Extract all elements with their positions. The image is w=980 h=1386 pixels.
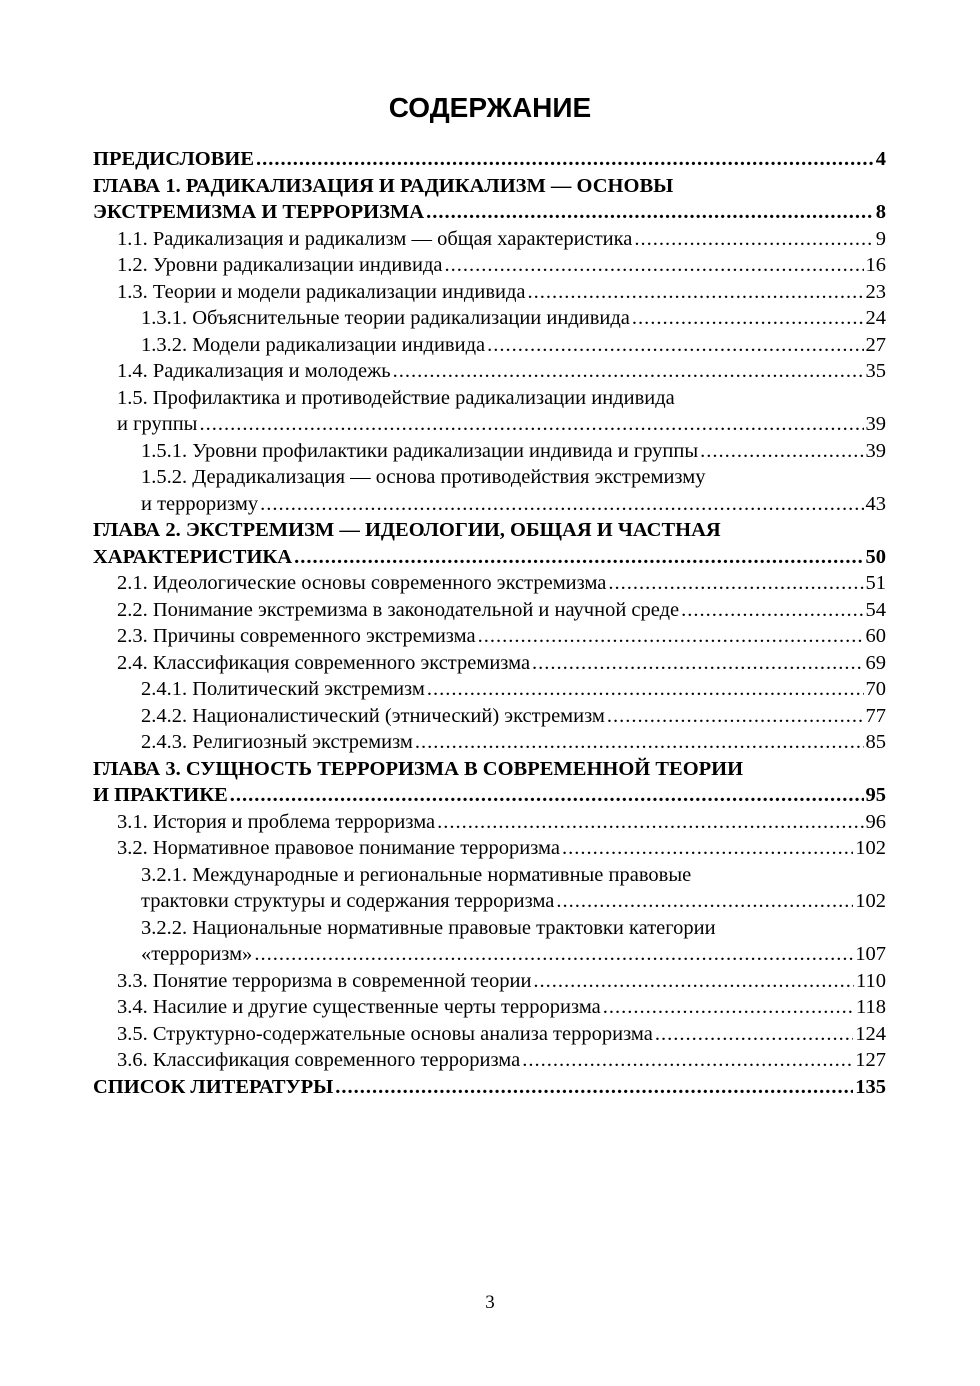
- toc-entry-title: 3.6. Классификация современного терроризма: [117, 1049, 521, 1071]
- dot-leader: [655, 1021, 853, 1048]
- toc-line: [93, 517, 886, 544]
- dot-leader: [522, 1047, 853, 1074]
- toc-line: [93, 994, 886, 1021]
- dot-leader: [632, 305, 864, 332]
- toc-entry[interactable]: [93, 994, 886, 1021]
- table-of-contents: [93, 146, 886, 1100]
- dot-leader: [700, 438, 863, 465]
- toc-page-number: 35: [865, 360, 886, 382]
- toc-line: [93, 438, 886, 465]
- toc-page-number: 9: [875, 227, 886, 250]
- dot-leader: [415, 729, 864, 756]
- toc-page-number: 95: [865, 784, 886, 806]
- toc-entry[interactable]: [93, 1047, 886, 1074]
- toc-entry-title: 1.4. Радикализация и молодежь: [117, 360, 391, 382]
- toc-entry[interactable]: [93, 676, 886, 703]
- toc-page-number: 50: [865, 545, 886, 568]
- toc-line: [93, 146, 886, 173]
- toc-page-number: 69: [865, 651, 886, 674]
- toc-entry[interactable]: [93, 358, 886, 385]
- dot-leader: [532, 650, 863, 677]
- toc-entry[interactable]: [93, 385, 886, 438]
- dot-leader: [608, 570, 863, 597]
- toc-entry-title: ЭКСТРЕМИЗМА И ТЕРРОРИЗМА: [93, 201, 425, 223]
- toc-entry[interactable]: [93, 279, 886, 306]
- toc-page-number: 54: [865, 598, 886, 621]
- toc-page-number: 135: [855, 1075, 886, 1098]
- toc-entry[interactable]: [93, 332, 886, 359]
- dot-leader: [426, 199, 874, 226]
- toc-entry-title: 2.4.1. Политический экстремизм: [141, 678, 425, 700]
- toc-line: [93, 1074, 886, 1101]
- toc-entry-title: «терроризм»: [141, 943, 253, 965]
- dot-leader: [634, 226, 873, 253]
- dot-leader: [487, 332, 863, 359]
- toc-line: [93, 862, 886, 889]
- toc-page-number: 43: [865, 492, 886, 515]
- toc-line: [93, 332, 886, 359]
- toc-entry[interactable]: [93, 756, 886, 809]
- toc-entry[interactable]: [93, 173, 886, 226]
- toc-page-number: 127: [855, 1049, 886, 1071]
- toc-entry[interactable]: [93, 464, 886, 517]
- toc-page-number: 39: [865, 413, 886, 435]
- toc-line: [93, 1021, 886, 1048]
- toc-line: [93, 650, 886, 677]
- dot-leader: [393, 358, 864, 385]
- toc-entry-title: 3.5. Структурно-содержательные основы анализа терроризма: [117, 1022, 653, 1045]
- toc-line: [93, 941, 886, 968]
- toc-page-number: 96: [865, 810, 886, 833]
- toc-entry[interactable]: [93, 703, 886, 730]
- toc-entry[interactable]: [93, 146, 886, 173]
- toc-line: [93, 756, 886, 783]
- toc-line: [93, 809, 886, 836]
- toc-entry[interactable]: [93, 915, 886, 968]
- toc-page-number: 118: [856, 996, 886, 1018]
- toc-entry-title: И ПРАКТИКЕ: [93, 784, 228, 806]
- toc-entry[interactable]: [93, 438, 886, 465]
- toc-line: [93, 491, 886, 518]
- dot-leader: [437, 809, 863, 836]
- toc-entry[interactable]: [93, 226, 886, 253]
- toc-page-number: 70: [865, 678, 886, 700]
- toc-entry-title: и терроризму: [141, 492, 259, 515]
- toc-entry-title: 1.3.1. Объяснительные теории радикализации индивида: [141, 307, 630, 329]
- toc-line: [93, 676, 886, 703]
- dot-leader: [254, 941, 853, 968]
- toc-entry-title: 3.2. Нормативное правовое понимание терроризма: [117, 837, 560, 859]
- toc-entry[interactable]: [93, 809, 886, 836]
- dot-leader: [556, 888, 853, 915]
- toc-line: [93, 1047, 886, 1074]
- toc-entry[interactable]: [93, 729, 886, 756]
- toc-line: [93, 411, 886, 438]
- toc-entry-title: 2.1. Идеологические основы современного экстремизма: [117, 572, 607, 594]
- toc-line: [93, 835, 886, 862]
- dot-leader: [230, 782, 864, 809]
- toc-line: [93, 570, 886, 597]
- toc-entry-title: 1.5.1. Уровни профилактики радикализации индивида и группы: [141, 439, 699, 462]
- toc-entry-title: СПИСОК ЛИТЕРАТУРЫ: [93, 1075, 334, 1098]
- toc-entry-title: трактовки структуры и содержания терроризма: [141, 890, 555, 912]
- toc-line: [93, 544, 886, 571]
- dot-leader: [603, 994, 854, 1021]
- toc-entry-title: 1.2. Уровни радикализации индивида: [117, 254, 443, 276]
- toc-line: [93, 305, 886, 332]
- toc-line: [93, 782, 886, 809]
- toc-page-number: 39: [865, 439, 886, 462]
- page-number: 3: [485, 1292, 495, 1313]
- toc-entry-title: ГЛАВА 3. СУЩНОСТЬ ТЕРРОРИЗМА В СОВРЕМЕННОЙ ТЕОРИИ: [93, 757, 744, 780]
- toc-entry-title: ГЛАВА 1. РАДИКАЛИЗАЦИЯ И РАДИКАЛИЗМ — ОСНОВЫ: [93, 174, 674, 197]
- toc-line: [93, 252, 886, 279]
- dot-leader: [607, 703, 864, 730]
- toc-entry-title: 3.1. История и проблема терроризма: [117, 810, 436, 833]
- toc-page-number: 16: [865, 254, 886, 276]
- toc-entry[interactable]: [93, 835, 886, 862]
- toc-page-number: 8: [875, 201, 886, 223]
- toc-entry-title: ГЛАВА 2. ЭКСТРЕМИЗМ — ИДЕОЛОГИИ, ОБЩАЯ И ЧАСТНАЯ: [93, 519, 721, 541]
- toc-line: [93, 703, 886, 730]
- dot-leader: [260, 491, 863, 518]
- dot-leader: [444, 252, 863, 279]
- dot-leader: [562, 835, 853, 862]
- toc-page-number: 27: [865, 333, 886, 356]
- toc-line: [93, 199, 886, 226]
- toc-entry-title: ПРЕДИСЛОВИЕ: [93, 148, 254, 170]
- toc-line: [93, 597, 886, 624]
- dot-leader: [256, 146, 874, 173]
- toc-line: [93, 888, 886, 915]
- toc-entry-title: 3.3. Понятие терроризма в современной теории: [117, 969, 532, 992]
- toc-entry-title: 2.2. Понимание экстремизма в законодательной и научной среде: [117, 598, 680, 621]
- toc-entry[interactable]: [93, 650, 886, 677]
- toc-line: [93, 464, 886, 491]
- dot-leader: [478, 623, 864, 650]
- toc-entry[interactable]: [93, 597, 886, 624]
- toc-entry-title: 1.5. Профилактика и противодействие радикализации индивида: [117, 386, 675, 409]
- toc-page-number: 77: [865, 704, 886, 727]
- toc-entry-title: 2.3. Причины современного экстремизма: [117, 625, 476, 647]
- toc-line: [93, 729, 886, 756]
- toc-entry-title: 1.1. Радикализация и радикализм — общая характеристика: [117, 227, 633, 250]
- toc-entry-title: 2.4.2. Националистический (этнический) экстремизм: [141, 704, 605, 727]
- toc-entry-title: 3.4. Насилие и другие существенные черты терроризма: [117, 996, 601, 1018]
- toc-entry[interactable]: [93, 252, 886, 279]
- toc-entry-title: и группы: [117, 413, 198, 435]
- dot-leader: [294, 544, 863, 571]
- toc-page-number: 24: [865, 307, 886, 329]
- toc-entry-title: 1.3. Теории и модели радикализации индивида: [117, 280, 526, 303]
- toc-page-number: 107: [855, 943, 886, 965]
- dot-leader: [533, 968, 854, 995]
- toc-line: [93, 915, 886, 942]
- toc-entry-title: 3.2.2. Национальные нормативные правовые трактовки категории: [141, 916, 716, 939]
- toc-entry[interactable]: [93, 305, 886, 332]
- dot-leader: [528, 279, 864, 306]
- toc-entry[interactable]: [93, 623, 886, 650]
- toc-entry[interactable]: [93, 1021, 886, 1048]
- toc-page-number: 51: [865, 572, 886, 594]
- toc-line: [93, 623, 886, 650]
- toc-entry-title: 2.4. Классификация современного экстремизма: [117, 651, 531, 674]
- toc-line: [93, 279, 886, 306]
- toc-entry-title: 1.3.2. Модели радикализации индивида: [141, 333, 486, 356]
- toc-entry-title: ХАРАКТЕРИСТИКА: [93, 545, 293, 568]
- page-title: СОДЕРЖАНИЕ: [388, 92, 592, 123]
- toc-line: [93, 173, 886, 200]
- toc-page-number: 4: [875, 148, 886, 170]
- toc-line: [93, 358, 886, 385]
- dot-leader: [427, 676, 864, 703]
- toc-entry-title: 2.4.3. Религиозный экстремизм: [141, 731, 413, 753]
- toc-page-number: 60: [865, 625, 886, 647]
- toc-line: [93, 385, 886, 412]
- toc-entry-title: 1.5.2. Дерадикализация — основа противодействия экстремизму: [141, 466, 706, 488]
- toc-line: [93, 968, 886, 995]
- toc-page-number: 102: [855, 890, 886, 912]
- toc-entry[interactable]: [93, 1074, 886, 1101]
- toc-page-number: 23: [865, 280, 886, 303]
- toc-page-number: 110: [856, 969, 886, 992]
- dot-leader: [681, 597, 863, 624]
- toc-entry[interactable]: [93, 862, 886, 915]
- toc-page-number: 124: [855, 1022, 886, 1045]
- dot-leader: [199, 411, 863, 438]
- toc-page-number: 102: [855, 837, 886, 859]
- toc-page-number: 85: [865, 731, 886, 753]
- toc-line: [93, 226, 886, 253]
- toc-entry-title: 3.2.1. Международные и региональные нормативные правовые: [141, 863, 692, 886]
- toc-entry[interactable]: [93, 968, 886, 995]
- dot-leader: [335, 1074, 853, 1101]
- toc-entry[interactable]: [93, 570, 886, 597]
- toc-entry[interactable]: [93, 517, 886, 570]
